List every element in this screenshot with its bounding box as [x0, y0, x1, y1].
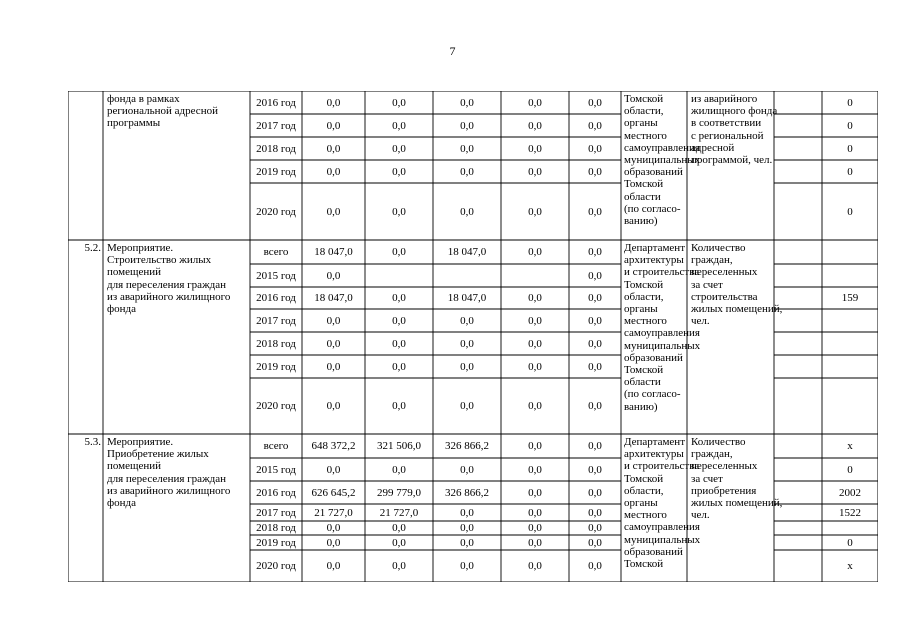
indicator-value-cell: 1522	[839, 506, 861, 519]
indicator-value-cell: 0	[847, 205, 853, 218]
period-cell: 2016 год	[256, 96, 296, 109]
period-cell: 2017 год	[256, 314, 296, 327]
value-total-cell: 0,0	[326, 400, 341, 412]
measure-name: Мероприятие. Строительство жилых помещений для переселения граждан из аварийного жилищного фонда	[107, 242, 231, 316]
value-local-cell: 0,0	[528, 440, 542, 452]
value-other-cell: 0,0	[588, 142, 602, 155]
value-local-cell: 0,0	[528, 119, 542, 132]
value-other-cell: 0,0	[588, 560, 602, 572]
page-number: 7	[449, 44, 456, 58]
executor-text: Департамент архитектуры и строительства Томской области, органы местного самоуправления муниципальных образований Томской области (по согласо- ванию)	[624, 242, 701, 413]
value-other-cell: 0,0	[588, 463, 602, 476]
value-federal-cell: 0,0	[392, 119, 406, 132]
period-cell: 2015 год	[256, 269, 296, 282]
value-local-cell: 0,0	[528, 506, 542, 519]
value-total-cell: 0,0	[326, 96, 341, 109]
value-federal-cell: 0,0	[392, 337, 406, 350]
executor-text: Томской области, органы местного самоуправления муниципальных образований Томской области (по согласо- ванию)	[624, 93, 701, 228]
value-local-cell: 0,0	[528, 360, 542, 373]
value-regional-cell: 0,0	[460, 314, 474, 327]
period-cell: 2020 год	[256, 560, 296, 572]
value-total-cell: 0,0	[326, 205, 341, 218]
row-number: 5.2.	[84, 242, 101, 254]
value-local-cell: 0,0	[528, 486, 542, 499]
value-other-cell: 0,0	[588, 440, 602, 452]
indicator-value-cell: х	[847, 560, 853, 572]
value-total-cell: 18 047,0	[314, 292, 353, 304]
value-regional-cell: 0,0	[460, 506, 474, 519]
value-total-cell: 18 047,0	[314, 246, 353, 258]
value-federal-cell: 0,0	[392, 246, 406, 258]
value-federal-cell: 0,0	[392, 463, 406, 476]
value-federal-cell: 21 727,0	[379, 506, 419, 519]
period-cell: 2020 год	[256, 400, 296, 412]
row-number: 5.3.	[84, 436, 101, 448]
value-local-cell: 0,0	[528, 96, 542, 109]
value-regional-cell: 18 047,0	[447, 292, 487, 304]
value-federal-cell: 0,0	[392, 314, 406, 327]
value-other-cell: 0,0	[588, 246, 602, 258]
period-cell: 2019 год	[256, 165, 296, 178]
measure-name: фонда в рамках региональной адресной программы	[107, 93, 218, 130]
value-total-cell: 0,0	[326, 269, 341, 282]
value-federal-cell: 0,0	[392, 536, 406, 549]
period-cell: 2020 год	[256, 205, 296, 218]
value-total-cell: 626 645,2	[311, 486, 356, 499]
indicator-value-cell: 2002	[839, 486, 861, 499]
value-other-cell: 0,0	[588, 119, 602, 132]
value-total-cell: 0,0	[326, 165, 341, 178]
measure-name: Мероприятие. Приобретение жилых помещений для переселения граждан из аварийного жилищного фонда	[107, 436, 231, 510]
value-federal-cell: 0,0	[392, 292, 406, 304]
indicator-text: из аварийного жилищного фонда в соответствии с региональной адресной программой, чел.	[691, 93, 778, 167]
period-cell: 2019 год	[256, 536, 296, 549]
period-cell: 2019 год	[256, 360, 296, 373]
period-cell: 2016 год	[256, 486, 296, 499]
indicator-value-cell: 0	[847, 142, 853, 155]
value-federal-cell: 0,0	[392, 400, 406, 412]
value-other-cell: 0,0	[588, 292, 602, 304]
indicator-value-cell: 0	[847, 536, 853, 549]
value-total-cell: 0,0	[326, 314, 341, 327]
value-regional-cell: 0,0	[460, 560, 474, 572]
indicator-value-cell: 159	[841, 292, 859, 304]
period-cell: 2017 год	[256, 119, 296, 132]
value-total-cell: 0,0	[326, 560, 341, 572]
value-regional-cell: 0,0	[460, 360, 474, 373]
indicator-text: Количество граждан, переселенных за счет строительства жилых помещений, чел.	[691, 242, 783, 328]
indicator-text: Количество граждан, переселенных за счет приобретения жилых помещений, чел.	[691, 436, 783, 522]
value-other-cell: 0,0	[588, 96, 602, 109]
value-regional-cell: 0,0	[460, 119, 474, 132]
value-local-cell: 0,0	[528, 205, 542, 218]
indicator-value-cell: 0	[847, 96, 853, 109]
value-other-cell: 0,0	[588, 400, 602, 412]
value-regional-cell: 18 047,0	[447, 246, 487, 258]
value-regional-cell: 0,0	[460, 337, 474, 350]
value-regional-cell: 0,0	[460, 142, 474, 155]
value-federal-cell: 0,0	[392, 96, 406, 109]
value-federal-cell: 0,0	[392, 142, 406, 155]
value-local-cell: 0,0	[528, 314, 542, 327]
value-total-cell: 21 727,0	[314, 506, 353, 519]
value-other-cell: 0,0	[588, 337, 602, 350]
value-other-cell: 0,0	[588, 506, 602, 519]
value-total-cell: 0,0	[326, 522, 341, 534]
value-total-cell: 0,0	[326, 360, 341, 373]
period-cell: 2016 год	[256, 292, 296, 304]
value-local-cell: 0,0	[528, 142, 542, 155]
value-local-cell: 0,0	[528, 560, 542, 572]
period-cell: всего	[263, 440, 289, 452]
value-other-cell: 0,0	[588, 486, 602, 499]
value-federal-cell: 0,0	[392, 205, 406, 218]
executor-text: Департамент архитектуры и строительства Томской области, органы местного самоуправления муниципальных образований Томской	[624, 436, 701, 571]
value-other-cell: 0,0	[588, 360, 602, 373]
indicator-value-cell: 0	[847, 165, 853, 178]
program-table	[68, 91, 878, 582]
value-federal-cell: 0,0	[392, 522, 406, 534]
indicator-value-cell: 0	[847, 119, 853, 132]
value-other-cell: 0,0	[588, 522, 602, 534]
value-federal-cell: 321 506,0	[377, 440, 421, 452]
value-federal-cell: 0,0	[392, 360, 406, 373]
value-total-cell: 648 372,2	[311, 440, 356, 452]
value-local-cell: 0,0	[528, 246, 542, 258]
value-local-cell: 0,0	[528, 536, 542, 549]
period-cell: 2018 год	[256, 522, 296, 534]
value-federal-cell: 0,0	[392, 165, 406, 178]
value-regional-cell: 0,0	[460, 400, 474, 412]
indicator-value-cell: х	[847, 440, 853, 452]
value-other-cell: 0,0	[588, 314, 602, 327]
value-federal-cell: 299 779,0	[377, 486, 421, 499]
value-regional-cell: 0,0	[460, 165, 474, 178]
value-local-cell: 0,0	[528, 292, 542, 304]
value-regional-cell: 0,0	[460, 463, 474, 476]
value-other-cell: 0,0	[588, 165, 602, 178]
value-local-cell: 0,0	[528, 165, 542, 178]
value-other-cell: 0,0	[588, 269, 602, 282]
value-total-cell: 0,0	[326, 337, 341, 350]
value-local-cell: 0,0	[528, 522, 542, 534]
value-regional-cell: 326 866,2	[445, 440, 489, 452]
value-federal-cell: 0,0	[392, 560, 406, 572]
period-cell: 2017 год	[256, 506, 296, 519]
value-local-cell: 0,0	[528, 463, 542, 476]
value-regional-cell: 326 866,2	[445, 486, 489, 499]
value-other-cell: 0,0	[588, 536, 602, 549]
value-local-cell: 0,0	[528, 337, 542, 350]
period-cell: 2018 год	[256, 337, 296, 350]
value-regional-cell: 0,0	[460, 205, 474, 218]
value-regional-cell: 0,0	[460, 536, 474, 549]
indicator-value-cell: 0	[847, 463, 853, 476]
value-total-cell: 0,0	[326, 536, 341, 549]
value-regional-cell: 0,0	[460, 96, 474, 109]
value-total-cell: 0,0	[326, 142, 341, 155]
period-cell: всего	[263, 246, 289, 258]
period-cell: 2015 год	[256, 463, 296, 476]
value-total-cell: 0,0	[326, 119, 341, 132]
period-cell: 2018 год	[256, 142, 296, 155]
value-local-cell: 0,0	[528, 400, 542, 412]
value-other-cell: 0,0	[588, 205, 602, 218]
value-regional-cell: 0,0	[460, 522, 474, 534]
value-total-cell: 0,0	[326, 463, 341, 476]
